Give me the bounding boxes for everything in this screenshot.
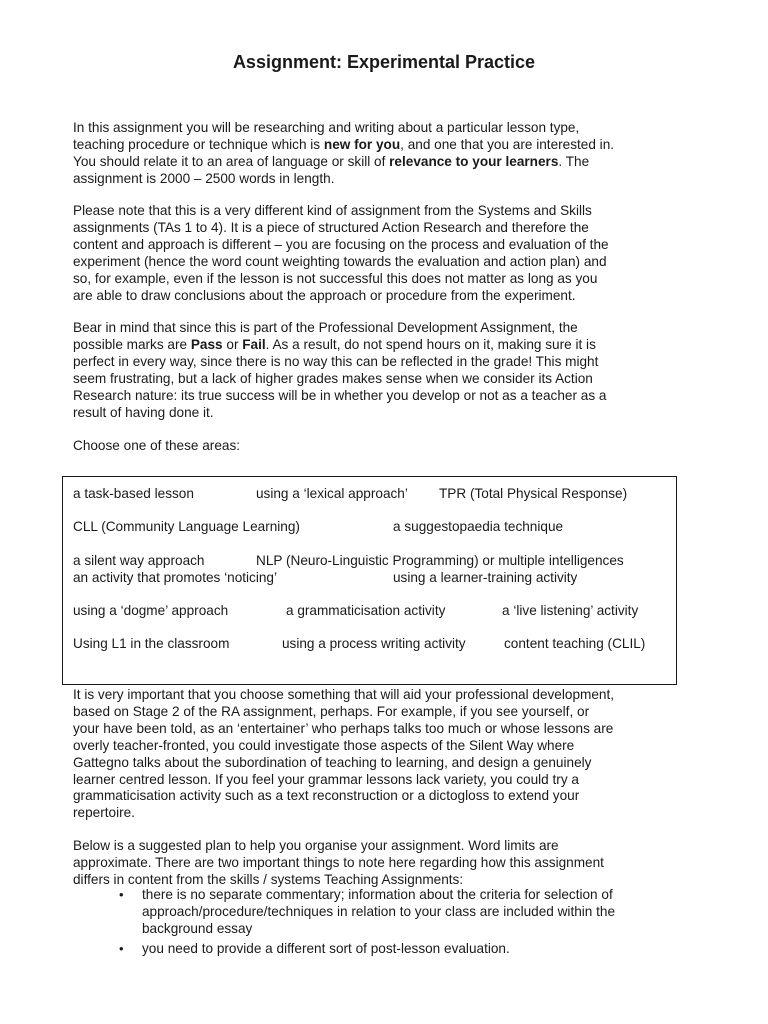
area-option: an activity that promotes ‘noticing’ [73, 570, 278, 585]
important-line: learner centred lesson. If you feel your grammar lessons lack variety, you could try a [73, 771, 579, 787]
intro-line-4: assignment is 2000 – 2500 words in length. [73, 170, 335, 186]
areas-row-1 [73, 486, 683, 503]
area-option: a grammaticisation activity [286, 603, 446, 618]
areas-row-2 [73, 519, 683, 536]
area-option: TPR (Total Physical Response) [439, 486, 628, 501]
intro-line-3 [73, 154, 703, 171]
areas-row-5 [73, 603, 683, 620]
page-title: Assignment: Experimental Practice [232, 52, 536, 72]
bear-line-3: perfect in every way, since there is no way this can be reflected in the grade! This might [73, 353, 599, 369]
area-option: using a process writing activity [282, 636, 466, 651]
important-line: Gattegno talks about the subordination of teaching to learning, and design a genuinely [73, 754, 592, 770]
important-line: grammaticisation activity such as a text reconstruction or a dictogloss to extend your [73, 788, 580, 804]
emphasis-pass: Pass [190, 336, 223, 352]
plan-line: Below is a suggested plan to help you organise your assignment. Word limits are [73, 838, 559, 853]
area-option: NLP (Neuro-Linguistic Programming) or multiple intelligences [256, 553, 624, 568]
important-line: overly teacher-fronted, you could investigate those aspects of the Silent Way where [73, 737, 575, 753]
intro-text: You should relate it to an area of language or skill of [73, 153, 390, 169]
bear-line-6: result of having done it. [73, 404, 214, 420]
list-item-line: you need to provide a different sort of post-lesson evaluation. [142, 940, 510, 956]
area-option: content teaching (CLIL) [504, 636, 646, 651]
area-option: using a learner-training activity [393, 570, 578, 585]
emphasis-new-for-you: new for you [323, 136, 401, 152]
plan-line: differs in content from the skills / systems Teaching Assignments: [73, 871, 464, 887]
note-line: content and approach is different – you are focusing on the process and evaluation of the [73, 236, 609, 252]
area-option: a task-based lesson [73, 486, 194, 501]
bear-line-2 [73, 337, 703, 354]
intro-paragraph [73, 120, 703, 188]
areas-row-3 [73, 553, 683, 570]
area-option: a ‘live listening’ activity [502, 603, 639, 618]
bear-line-1: Bear in mind that since this is part of the Professional Development Assignment, the [73, 320, 578, 335]
emphasis-relevance: relevance to your learners [389, 153, 559, 169]
list-item-line: there is no separate commentary; information about the criteria for selection of [142, 887, 613, 902]
important-line: repertoire. [73, 805, 135, 821]
bear-text: possible marks are [73, 336, 191, 352]
choose-heading: Choose one of these areas: [73, 438, 241, 453]
intro-line-1: In this assignment you will be researching and writing about a particular lesson type, [73, 120, 580, 135]
list-item [73, 887, 713, 938]
area-option: Using L1 in the classroom [73, 636, 230, 651]
plan-line: approximate. There are two important things to note here regarding how this assignment [73, 854, 604, 870]
bear-text: or [222, 336, 243, 352]
differences-list [73, 887, 713, 961]
bear-line-4: seem frustrating, but a lack of higher grades makes sense when we consider its Action [73, 370, 593, 386]
emphasis-fail: Fail [242, 336, 266, 352]
area-option: a silent way approach [73, 553, 205, 568]
note-line: experiment (hence the word count weighting towards the evaluation and action plan) and [73, 253, 607, 269]
important-line: It is very important that you choose something that will aid your professional development, [73, 687, 615, 702]
bear-text: . As a result, do not spend hours on it, making sure it is [265, 336, 596, 352]
note-paragraph [73, 203, 703, 304]
important-line: your have been told, as an ‘entertainer’ who perhaps talks too much or whose lessons are [73, 720, 614, 736]
note-line: assignments (TAs 1 to 4). It is a piece of structured Action Research and therefore the [73, 219, 589, 235]
important-line: based on Stage 2 of the RA assignment, perhaps. For example, if you see yourself, or [73, 703, 590, 719]
plan-paragraph [73, 838, 703, 889]
note-line: Please note that this is a very different kind of assignment from the Systems and Skills [73, 203, 592, 218]
intro-text: , and one that you are interested in. [400, 136, 615, 152]
area-option: using a ‘dogme’ approach [73, 603, 229, 618]
list-item-line: approach/procedure/techniques in relation to your class are included within the [142, 903, 616, 919]
areas-row-4 [73, 570, 683, 587]
areas-row-6 [73, 636, 683, 653]
list-item [73, 941, 713, 958]
important-paragraph [73, 687, 703, 822]
list-item-line: background essay [142, 920, 253, 936]
bullet-icon: • [119, 940, 124, 956]
intro-text: . The [558, 153, 590, 169]
bear-in-mind-paragraph [73, 320, 703, 421]
note-line: are able to draw conclusions about the approach or procedure from the experiment. [73, 287, 576, 303]
intro-text: teaching procedure or technique which is [73, 136, 324, 152]
area-option: a suggestopaedia technique [393, 519, 564, 534]
area-option: using a ‘lexical approach’ [256, 486, 408, 501]
area-option: CLL (Community Language Learning) [73, 519, 300, 534]
intro-line-2 [73, 137, 703, 154]
note-line: so, for example, even if the lesson is not successful this does not matter as long as you [73, 270, 598, 286]
bear-line-5: Research nature: its true success will be in whether you develop or not as a teacher as a [73, 387, 607, 403]
bullet-icon: • [119, 887, 124, 902]
